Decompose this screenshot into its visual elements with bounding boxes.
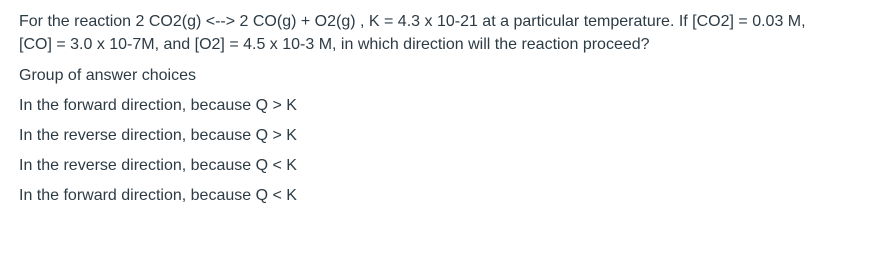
answer-group-label: Group of answer choices: [19, 67, 196, 84]
answer-choices-list: [19, 94, 297, 214]
question-line-2: [CO] = 3.0 x 10-7M, and [O2] = 4.5 x 10-3 M, in which direction will the reaction proceed?: [19, 36, 650, 53]
answer-choice-reverse-q-lt-k[interactable]: In the reverse direction, because Q < K: [19, 157, 297, 174]
answer-choice-reverse-q-gt-k[interactable]: In the reverse direction, because Q > K: [19, 127, 297, 144]
answer-choice-forward-q-lt-k[interactable]: In the forward direction, because Q < K: [19, 187, 297, 204]
answer-choice-forward-q-gt-k[interactable]: In the forward direction, because Q > K: [19, 97, 297, 114]
question-text: [19, 10, 879, 56]
question-line-1: For the reaction 2 CO2(g) <--> 2 CO(g) + O2(g) , K = 4.3 x 10-21 at a particular temperature. If [CO2] = 0.03 M,: [19, 13, 806, 30]
